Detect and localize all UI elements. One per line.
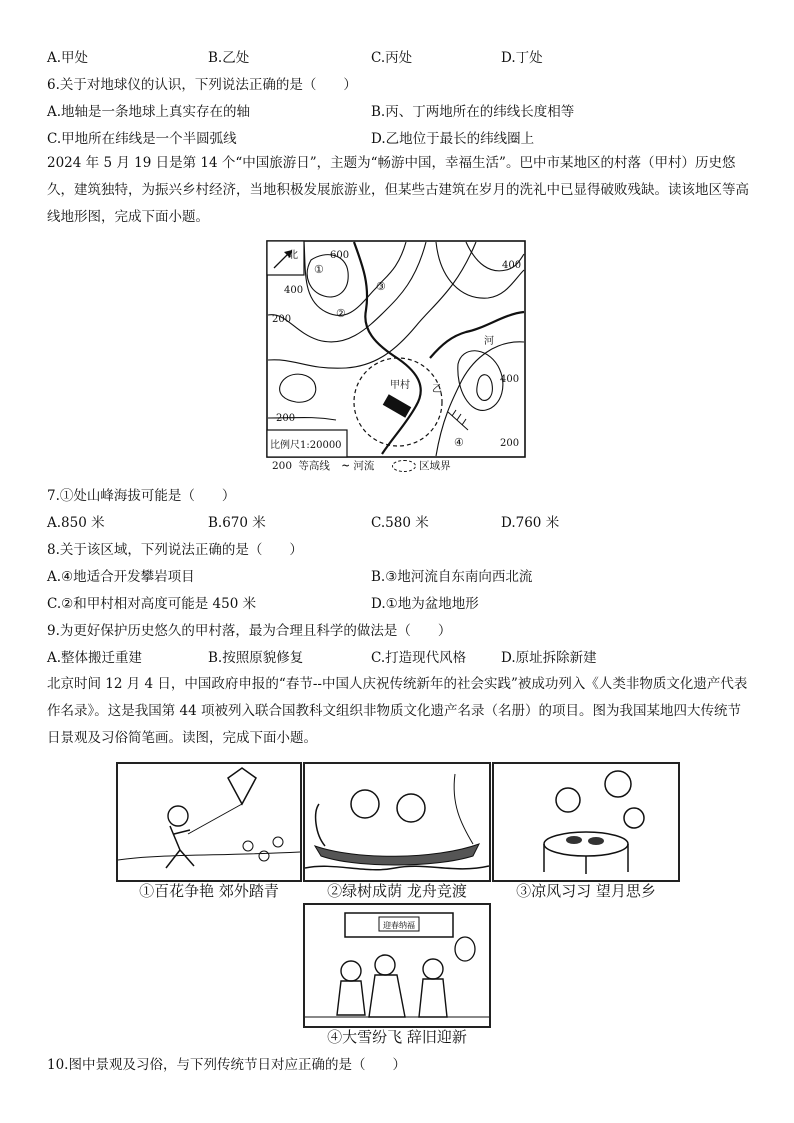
legend-river: 河流: [353, 460, 375, 472]
contour-label-600: 600: [330, 250, 350, 261]
q9-stem: 9.为更好保护历史悠久的甲村落，最为合理且科学的做法是（ ）: [47, 623, 452, 639]
passage-tourism: 2024 年 5 月 19 日是第 14 个“中国旅游日”，主题为“畅游中国，幸福生活”。巴中市某地区的村落（甲村）历史悠久，建筑独特，为振兴乡村经济，当地积极发展旅游业，但某些古建筑在岁月的洗礼中已显得破败残缺。读该地区等高线地形图，完成下面小题。: [47, 155, 749, 225]
legend-river-icon: ~: [341, 460, 351, 472]
contour-map: [266, 240, 526, 458]
kite-sketch: [118, 764, 300, 880]
q8-option-b: B.③地河流自东南向西北流: [371, 569, 533, 585]
q5-option-d: D.丁处: [501, 50, 543, 66]
q10-stem: 10.图中景观及习俗，与下列传统节日对应正确的是（ ）: [47, 1057, 406, 1073]
picture-spring-outing: [116, 762, 302, 882]
caption-4: ④大雪纷飞 辞旧迎新: [327, 1028, 467, 1046]
marker-4: ④: [454, 436, 464, 449]
marker-2: ②: [336, 307, 346, 320]
contour-label-400-right: 400: [500, 374, 520, 385]
q6-option-b: B.丙、丁两地所在的纬线长度相等: [371, 104, 575, 120]
q6-option-c: C.甲地所在纬线是一个半圆弧线: [47, 131, 237, 147]
river-label: 河: [484, 336, 494, 347]
map-scale: 比例尺1:20000: [270, 440, 342, 451]
q5-option-c: C.丙处: [371, 50, 413, 66]
mid-autumn-sketch: [494, 764, 678, 880]
yi-label: 乙: [432, 384, 442, 395]
q6-stem: 6.关于对地球仪的认识，下列说法正确的是（ ）: [47, 77, 357, 93]
contour-label-200-bottom: 200: [276, 413, 296, 424]
q8-stem: 8.关于该区域，下列说法正确的是（ ）: [47, 542, 303, 558]
marker-3: ③: [376, 280, 386, 293]
map-legend: [272, 458, 451, 473]
picture-dragon-boat: [303, 762, 491, 882]
caption-1: ①百花争艳 郊外踏青: [139, 882, 279, 900]
dragon-boat-sketch: [305, 764, 489, 880]
legend-region: 区域界: [419, 460, 451, 472]
contour-label-400-right-top: 400: [502, 260, 522, 271]
caption-2: ②绿树成荫 龙舟竞渡: [327, 882, 467, 900]
q8-option-a: A.④地适合开发攀岩项目: [47, 569, 195, 585]
q9-option-c: C.打造现代风格: [371, 650, 467, 666]
q9-option-d: D.原址拆除新建: [501, 650, 597, 666]
q9-option-b: B.按照原貌修复: [208, 650, 304, 666]
q7-option-b: B.670 米: [208, 515, 266, 531]
marker-1: ①: [314, 263, 324, 276]
banner-text: 迎春纳福: [383, 921, 415, 930]
legend-contour: 等高线: [298, 460, 330, 472]
contour-label-400-left: 400: [284, 285, 304, 296]
q5-option-b: B.乙处: [208, 50, 250, 66]
north-label: 北: [288, 250, 298, 261]
village-label: 甲村: [390, 380, 410, 391]
passage-spring-festival: 北京时间 12 月 4 日，中国政府申报的“春节--中国人庆祝传统新年的社会实践”被成功列入《人类非物质文化遗产代表作名录》。这是我国第 44 项被列入联合国教科文组织非物质文化遗产名录（名册）的项目。图为我国某地四大传统节日景观及习俗简笔画。读图，完成下面小题。: [47, 676, 748, 746]
spring-festival-sketch: [305, 905, 489, 1026]
q7-option-d: D.760 米: [501, 515, 560, 531]
q6-option-d: D.乙地位于最长的纬线圈上: [371, 131, 535, 147]
caption-3: ③凉风习习 望月思乡: [516, 882, 656, 900]
contour-label-200-right: 200: [500, 438, 520, 449]
q9-option-a: A.整体搬迁重建: [47, 650, 143, 666]
q5-option-a: A.甲处: [47, 50, 89, 66]
q8-option-c: C.②和甲村相对高度可能是 450 米: [47, 596, 257, 612]
contour-label-200-left: 200: [272, 314, 292, 325]
q6-option-a: A.地轴是一条地球上真实存在的轴: [47, 104, 251, 120]
q7-option-a: A.850 米: [47, 515, 105, 531]
picture-spring-festival: [303, 903, 491, 1028]
picture-mid-autumn: [492, 762, 680, 882]
q7-stem: 7.①处山峰海拔可能是（ ）: [47, 488, 236, 504]
legend-contour-value: 200: [272, 460, 293, 472]
q8-option-d: D.①地为盆地地形: [371, 596, 479, 612]
legend-region-icon: [392, 460, 416, 472]
q7-option-c: C.580 米: [371, 515, 429, 531]
